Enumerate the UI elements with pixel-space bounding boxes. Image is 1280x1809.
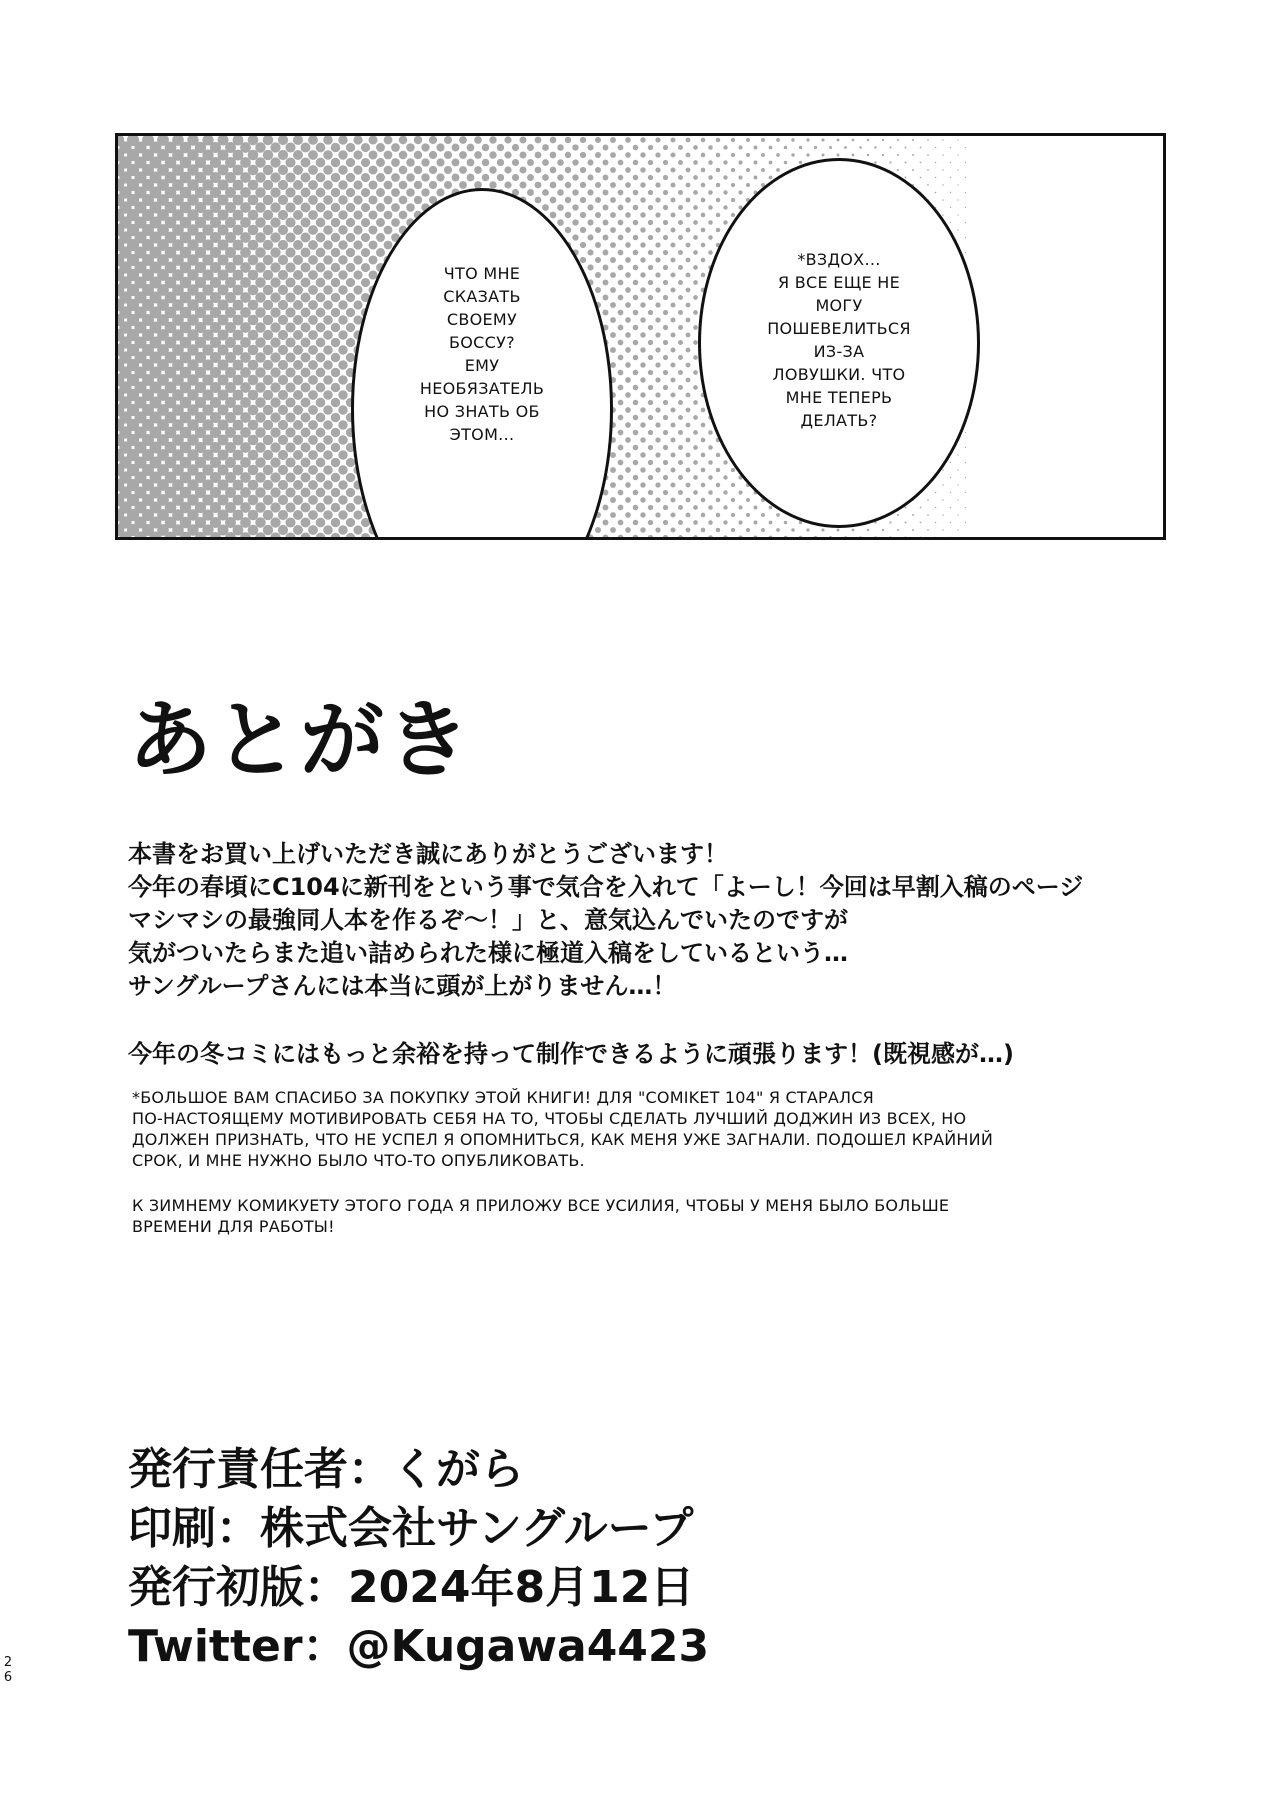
colophon-printer: 印刷：株式会社サングループ — [128, 1503, 694, 1554]
page-number: 26 — [3, 1655, 13, 1685]
halftone-background — [118, 136, 1166, 540]
ru-line: К ЗИМНЕМУ КОМИКУЕТУ ЭТОГО ГОДА Я ПРИЛОЖУ ВСЕ УСИЛИЯ, ЧТОБЫ У МЕНЯ БЫЛО БОЛЬШЕ — [132, 1196, 950, 1215]
colophon-twitter: Twitter：@Kugawa4423 — [128, 1621, 710, 1672]
jp-line: 本書をお買い上げいただき誠にありがとうございます！ — [128, 840, 728, 868]
colophon-first-edition: 発行初版：2024年8月12日 — [128, 1562, 695, 1613]
ru-line: СРОК, И МНЕ НУЖНО БЫЛО ЧТО-ТО ОПУБЛИКОВАТЬ. — [132, 1151, 585, 1170]
speech-bubble-right — [698, 158, 980, 528]
speech-bubble-right-text: *ВЗДОХ... Я ВСЕ ЕЩЕ НЕ МОГУ ПОШЕВЕЛИТЬСЯ ИЗ-ЗА ЛОВУШКИ. ЧТО МНЕ ТЕПЕРЬ ДЕЛАТЬ? — [767, 250, 911, 430]
afterword-japanese-text — [128, 838, 1168, 1071]
colophon-publisher: 発行責任者：くがら — [128, 1444, 524, 1495]
jp-line: 今年の春頃にC104に新刊をという事で気合を入れて「よーし！今回は早割入稿のページ — [128, 873, 1084, 901]
ru-line: ПО-НАСТОЯЩЕМУ МОТИВИРОВАТЬ СЕБЯ НА ТО, ЧТОБЫ СДЕЛАТЬ ЛУЧШИЙ ДОДЖИН ИЗ ВСЕХ, НО — [132, 1109, 967, 1128]
colophon — [128, 1440, 709, 1676]
ru-line: ВРЕМЕНИ ДЛЯ РАБОТЫ! — [132, 1217, 335, 1236]
ru-line: ДОЛЖЕН ПРИЗНАТЬ, ЧТО НЕ УСПЕЛ Я ОПОМНИТЬСЯ, КАК МЕНЯ УЖЕ ЗАГНАЛИ. ПОДОШЕЛ КРАЙНИЙ — [132, 1130, 993, 1149]
afterword-russian-translation — [132, 1087, 1152, 1237]
jp-line: サングループさんには本当に頭が上がりません…！ — [128, 972, 677, 1000]
jp-line: マシマシの最強同人本を作るぞ〜！」と、意気込んでいたのですが — [128, 906, 848, 934]
speech-bubble-left-text: ЧТО МНЕ СКАЗАТЬ СВОЕМУ БОССУ? ЕМУ НЕОБЯЗАТЕЛЬ НО ЗНАТЬ ОБ ЭТОМ... — [419, 264, 545, 444]
comic-panel — [115, 133, 1166, 540]
afterword-heading: あとがき — [128, 691, 473, 789]
ru-line: *БОЛЬШОЕ ВАМ СПАСИБО ЗА ПОКУПКУ ЭТОЙ КНИГИ! ДЛЯ "COMIKET 104" Я СТАРАЛСЯ — [132, 1088, 874, 1107]
jp-line: 気がついたらまた追い詰められた様に極道入稿をしているという… — [128, 939, 848, 967]
jp-line: 今年の冬コミにはもっと余裕を持って制作できるように頑張ります！(既視感が…) — [128, 1040, 1014, 1068]
